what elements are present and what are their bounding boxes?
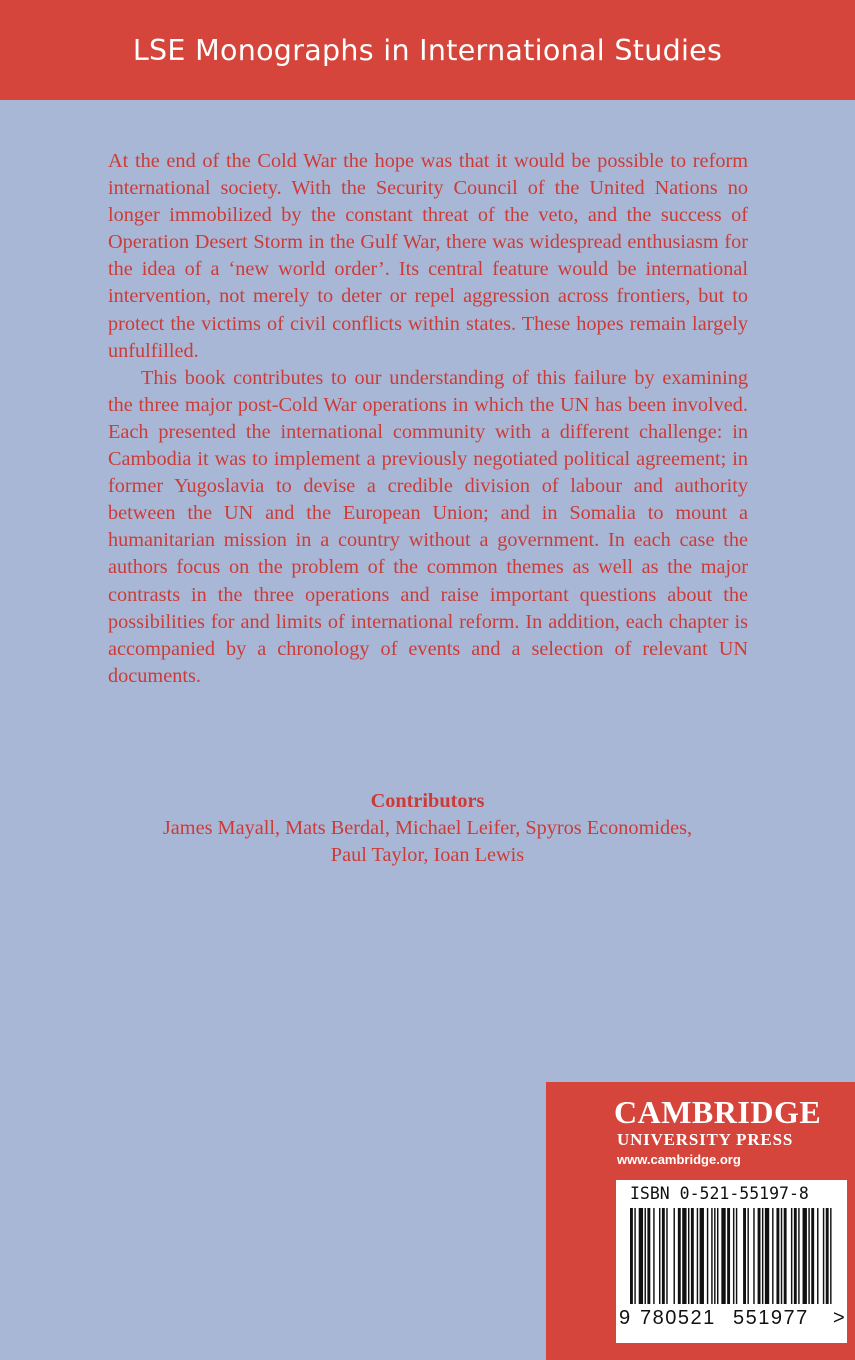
isbn-barcode [616,1180,847,1343]
barcode-bar [817,1208,818,1304]
barcode-bar [634,1208,635,1304]
barcode-bar [714,1208,715,1304]
barcode-bar [645,1208,646,1304]
barcode-bar [682,1208,686,1304]
barcode-bar [678,1208,681,1304]
barcode-bar [794,1208,797,1304]
publisher-url: www.cambridge.org [617,1152,741,1167]
barcode-bar [707,1208,708,1304]
contributors-heading: Contributors [370,790,485,812]
barcode-bar [674,1208,675,1304]
publisher-block [546,1082,855,1360]
barcode-digits-right: 551977 [733,1307,809,1329]
barcode-bar [666,1208,667,1304]
publisher-name: CAMBRIDGE [614,1094,822,1130]
barcode-bar [697,1208,698,1304]
isbn-label: ISBN 0-521-55197-8 [630,1184,809,1203]
barcode-bar [765,1208,769,1304]
barcode-bar [811,1208,814,1304]
barcode-bar [647,1208,650,1304]
barcode-digit-first: 9 [619,1307,631,1329]
barcode-bars [630,1208,834,1308]
barcode-bar [659,1208,660,1304]
barcode-bar [630,1208,633,1304]
contributors-list [60,815,795,868]
barcode-bar [717,1208,718,1304]
barcode-bar [721,1208,725,1304]
barcode-bar [776,1208,779,1304]
contributors-line-2: Paul Taylor, Ioan Lewis [330,843,525,866]
blurb-paragraph-2: This book contributes to our understanding of this failure by examining the three major post-Cold War operations in which the UN has been involved. Each presented the international community with a different challenge: in Cambodia it was to implement a previously negotiated political agreement; in former Yugoslavia to devise a credible division of labour and authority between the UN and the European Union; and in Somalia to mount a humanitarian mission in a country without a government. In each case the authors focus on the problem of the common themes as well as the major contrasts in the three operations and raise important questions about the possibilities for and limits of international reform. In addition, each chapter is accompanied by a chronology of events and a selection of relevant UN documents. [108,366,748,687]
barcode-bar [830,1208,831,1304]
barcode-digits-left: 780521 [640,1307,716,1329]
barcode-bar [700,1208,704,1304]
barcode-bar [798,1208,799,1304]
barcode-bar [753,1208,754,1304]
series-banner [0,0,855,100]
barcode-bar [736,1208,737,1304]
blurb-paragraph-1: At the end of the Cold War the hope was that it would be possible to reform international society. With the Security Council of the United Nations no longer immobilized by the constant threat of the veto, and the success of Operation Desert Storm in the Gulf War, there was widespread enthusiasm for the idea of a ‘new world order’. Its central feature would be international intervention, not merely to deter or repel aggression across frontiers, but to protect the victims of civil conflicts within states. These hopes remain largely unfulfilled. [108,150,748,362]
barcode-bar [808,1208,809,1304]
barcode-bar [826,1208,829,1304]
barcode-bar [743,1208,746,1304]
barcode-bar [803,1208,807,1304]
barcode-bar [733,1208,734,1304]
barcode-bar [639,1208,643,1304]
barcode-quiet-zone-mark: > [833,1307,845,1329]
barcode-bar [653,1208,654,1304]
barcode-bar [781,1208,782,1304]
back-cover-blurb [108,148,748,690]
barcode-bar [823,1208,824,1304]
barcode-bar [711,1208,712,1304]
barcode-bar [727,1208,730,1304]
barcode-bar [691,1208,694,1304]
series-title: LSE Monographs in International Studies [132,34,723,67]
publisher-subtitle: UNIVERSITY PRESS [617,1130,794,1149]
contributors-line-1: James Mayall, Mats Berdal, Michael Leifer, Spyros Economides, [162,817,693,839]
barcode-bar [688,1208,689,1304]
barcode-bar [762,1208,763,1304]
barcode-bar [791,1208,792,1304]
barcode-bar [747,1208,748,1304]
barcode-bar [662,1208,665,1304]
barcode-bar [784,1208,787,1304]
barcode-bar [758,1208,761,1304]
barcode-bar [772,1208,773,1304]
